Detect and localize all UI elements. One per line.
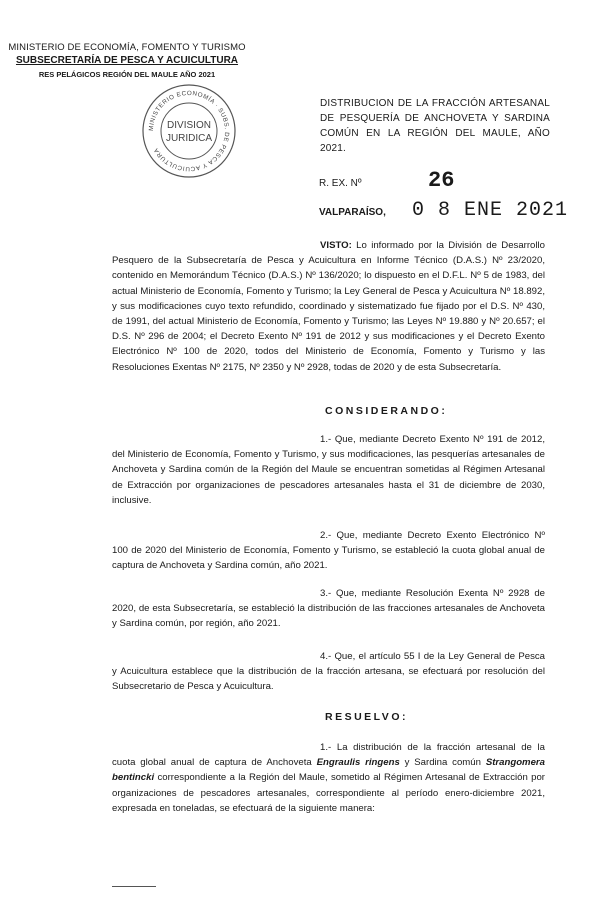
- stamp-center-line2: JURIDICA: [165, 133, 213, 144]
- visto-paragraph: [112, 238, 545, 375]
- species-anchoveta: Engraulis ringens: [316, 757, 400, 769]
- reference-line: RES PELÁGICOS REGIÓN DEL MAULE AÑO 2021: [38, 70, 216, 79]
- resuelvo-heading: RESUELVO:: [325, 711, 408, 723]
- considerando-item-3: 3.- Que, mediante Resolución Exenta Nº 2928 de 2020, de esta Subsecretaría, se estableció la distribución de las fracciones artesanales de Anchoveta y Sardina común, por región, año 2021.: [112, 588, 545, 630]
- resuelvo-item-1: 1.- La distribución de la fracción artesanal de la cuota global anual de captura de Anchoveta Engraulis ringens y Sardina común Strangomera bentincki correspondiente a la Región del Maule, sometido al Régimen Artesanal de Extracción por organizaciones de pescadores artesanales, correspondiente al período enero-diciembre 2021, expresada en toneladas, se efectuará de la siguiente manera:: [112, 742, 545, 814]
- stamp-ring-text: MINISTERIO ECONOMÍA · SUBS. DE PESCA Y ACUICULTURA: [147, 89, 231, 173]
- resolution-label: R. EX. Nº: [319, 178, 362, 189]
- footnote-divider: [112, 886, 156, 887]
- visto-text: Lo informado por la División de Desarrollo Pesquero de la Subsecretaría de Pesca y Acuicultura en Informe Técnico (D.A.S.) Nº 23/2020, contenido en Memorándum Técnico (D.A.S.) Nº 136/2020; lo dispuesto en el D.F.L. Nº 5 de 1983, del actual Ministerio de Economía, Fomento y Turismo; la Ley General de Pesca y Acuicultura Nº 18.892, y sus modificaciones cuyo texto refundido, coordinado y sistematizado fue fijado por el D.S. Nº 430, de 1991, del actual Ministerio de Economía, Fomento y Turismo; las Leyes Nº 19.880 y Nº 20.657; el D.S. Nº 296 de 2004; el Decreto Exento Nº 191 de 2012 y sus modificaciones y el Decreto Exento Electrónico Nº 100 de 2020, todos del Ministerio de Economía, Fomento y Turismo y las Resoluciones Exentas Nº 2175, Nº 2350 y Nº 2928, todas de 2020 y de esta Subsecretaría.: [112, 240, 545, 373]
- considerando-item-1: 1.- Que, mediante Decreto Exento Nº 191 de 2012, del Ministerio de Economía, Fomento y Turismo, y sus modificaciones, las pesquerías artesanales de Anchoveta y Sardina común de la Región del Maule se encuentran sometidas al Régimen Artesanal de Extracción por organizaciones de pescadores artesanales hasta el 31 de diciembre de 2030, inclusive.: [112, 434, 545, 506]
- ministry-name: MINISTERIO DE ECONOMÍA, FOMENTO Y TURISMO: [8, 42, 246, 53]
- considerando-item-2: 2.- Que, mediante Decreto Exento Electrónico Nº 100 de 2020 del Ministerio de Economía, Fomento y Turismo, se estableció la cuota global anual de captura de Anchoveta y Sardina común, año 2021.: [112, 530, 545, 572]
- stamp-center-line1: DIVISION: [167, 120, 211, 131]
- division-juridica-stamp: [140, 82, 238, 180]
- resolution-number: 26: [428, 168, 455, 193]
- considerando-item-4: 4.- Que, el artículo 55 I de la Ley General de Pesca y Acuicultura establece que la distribución de la fracción artesana, se efectuará por resolución del Subsecretario de Pesca y Acuicultura.: [112, 651, 545, 693]
- visto-label: VISTO:: [320, 240, 352, 251]
- species-sardina: Strangomera bentincki: [112, 757, 545, 784]
- subsecretaria-name: SUBSECRETARÍA DE PESCA Y ACUICULTURA: [15, 55, 239, 66]
- document-title: DISTRIBUCION DE LA FRACCIÓN ARTESANAL DE PESQUERÍA DE ANCHOVETA Y SARDINA COMÚN EN LA REGIÓN DEL MAULE, AÑO 2021.: [320, 98, 550, 154]
- considerando-heading: CONSIDERANDO:: [325, 405, 448, 417]
- stamp-seal-icon: [140, 82, 238, 180]
- resolution-date: 0 8 ENE 2021: [412, 199, 569, 222]
- place-label: VALPARAÍSO,: [319, 207, 386, 218]
